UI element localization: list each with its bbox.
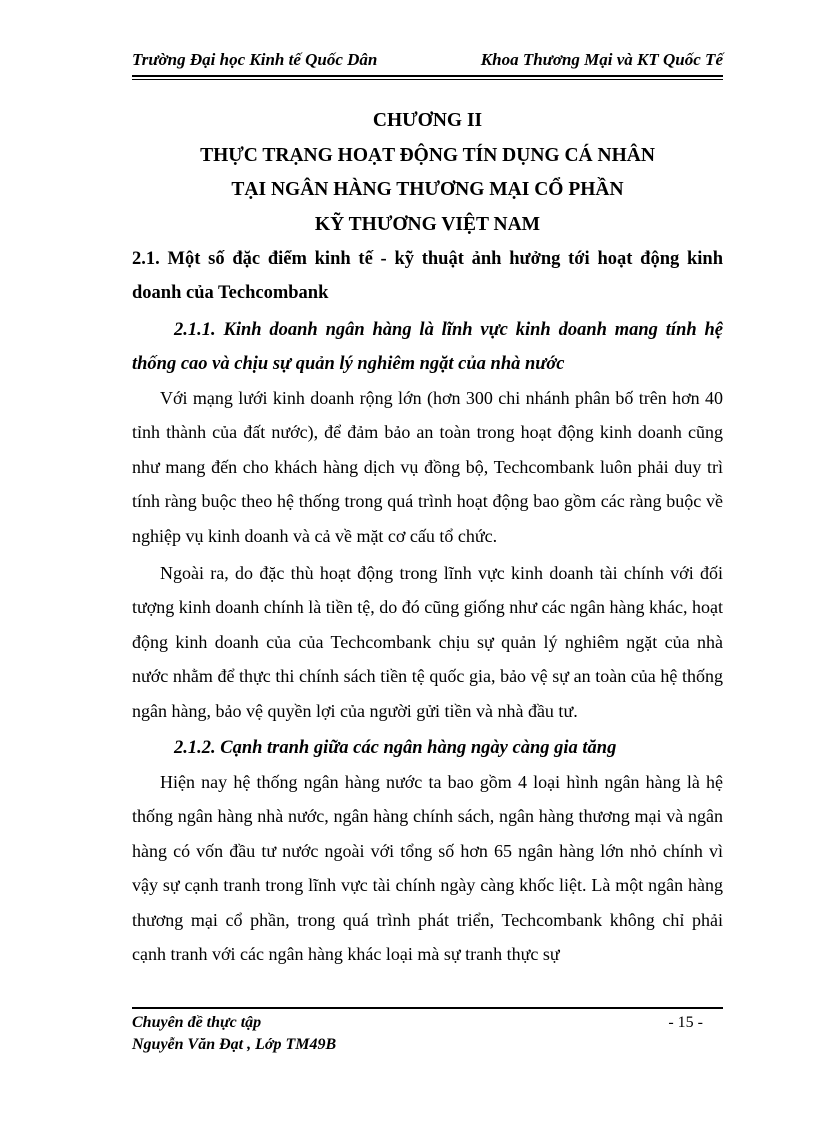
section-2-1-heading: 2.1. Một số đặc điểm kinh tế - kỹ thuật ảnh hưởng tới hoạt động kinh doanh của Techcombank [132,249,723,303]
footer-report-type: Chuyên đề thực tập [132,1014,262,1031]
header-university: Trường Đại học Kinh tế Quốc Dân [132,50,378,69]
header-rule-thick [132,75,723,77]
footer-rule [132,1007,723,1009]
chapter-title-line-2: TẠI NGÂN HÀNG THƯƠNG MẠI CỔ PHẦN [231,179,624,200]
subsection-2-1-1-heading: 2.1.1. Kinh doanh ngân hàng là lĩnh vực kinh doanh mang tính hệ thống cao và chịu sự quản lý nghiêm ngặt của nhà nước [132,320,723,374]
subsection-2-1-2-heading: 2.1.2. Cạnh tranh giữa các ngân hàng ngày càng gia tăng [174,738,617,759]
paragraph: Hiện nay hệ thống ngân hàng nước ta bao gồm 4 loại hình ngân hàng là hệ thống ngân hàng nhà nước, ngân hàng chính sách, ngân hàng thương mại và ngân hàng có vốn đầu tư nước ngoài với tổng số hơn 65 ngân hàng lớn nhỏ chính vì vậy sự cạnh tranh trong lĩnh vực tài chính ngày càng khốc liệt. Là một ngân hàng thương mại cổ phần, trong quá trình phát triển, Techcombank không chỉ phải cạnh tranh với các ngân hàng khác loại mà sự tranh thực sự [132,772,723,965]
paragraph: Ngoài ra, do đặc thù hoạt động trong lĩnh vực kinh doanh tài chính với đối tượng kinh doanh chính là tiền tệ, do đó cũng giống như các ngân hàng khác, hoạt động kinh doanh của của Techcombank chịu sự quản lý nghiêm ngặt của nhà nước nhằm để thực thi chính sách tiền tệ quốc gia, bảo vệ sự an toàn của hệ thống ngân hàng, bảo vệ quyền lợi của người gửi tiền và nhà đầu tư. [132,563,723,721]
page-number: - 15 - [668,1014,703,1031]
chapter-title-line-1: THỰC TRẠNG HOẠT ĐỘNG TÍN DỤNG CÁ NHÂN [200,144,655,166]
footer-author: Nguyễn Văn Đạt , Lớp TM49B [132,1036,337,1053]
chapter-number: CHƯƠNG II [372,110,483,131]
header-faculty: Khoa Thương Mại và KT Quốc Tế [480,50,723,69]
header-rule-thin [132,79,723,80]
chapter-title-line-3: KỸ THƯƠNG VIỆT NAM [314,213,541,235]
page-footer [132,1012,723,1056]
page-body [132,104,723,972]
paragraph: Với mạng lưới kinh doanh rộng lớn (hơn 300 chi nhánh phân bố trên hơn 40 tỉnh thành của đất nước), để đảm bảo an toàn trong hoạt động kinh doanh cũng như mang đến cho khách hàng dịch vụ đồng bộ, Techcombank luôn phải duy trì tính ràng buộc theo hệ thống trong quá trình hoạt động bao gồm các ràng buộc về nghiệp vụ kinh doanh và cả về mặt cơ cấu tổ chức. [132,388,723,546]
